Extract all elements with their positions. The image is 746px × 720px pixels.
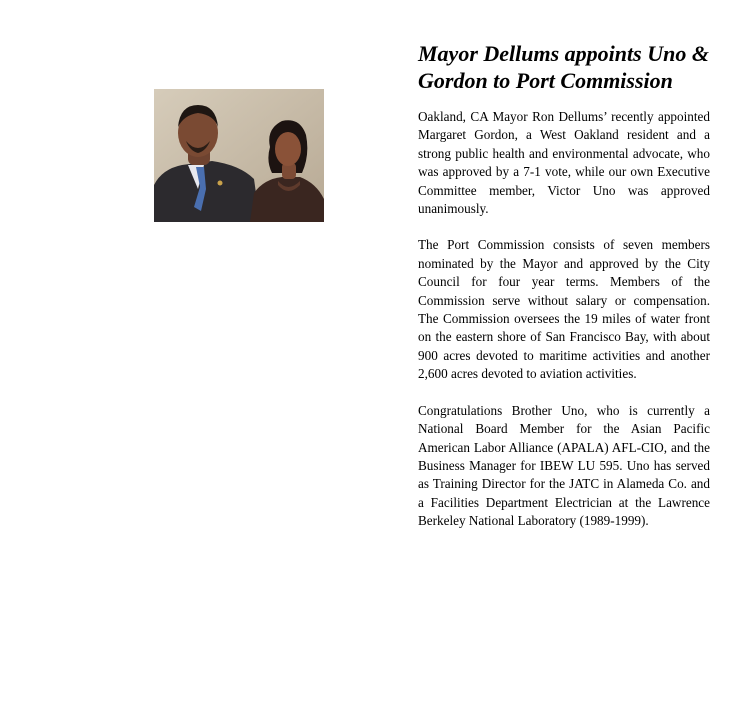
article-paragraph-appointment: Oakland, CA Mayor Ron Dellums’ recently appointed Margaret Gordon, a West Oakland resident and a strong public health and environmental advocate, who was approved by a 7-1 vote, while our own Executive Committee member, Victor Uno was approved unanimously.: [418, 109, 710, 217]
article-paragraph-commission: The Port Commission consists of seven members nominated by the Mayor and approved by the City Council for four year terms. Members of the Commission serve without salary or compensation. The Commission oversees the 19 miles of water front on the eastern shore of San Francisco Bay, with about 900 acres devoted to maritime activities and another 2,600 acres devoted to aviation activities.: [418, 237, 710, 382]
article-headline: Mayor Dellums appoints Uno & Gordon to Port Commission: [418, 41, 709, 93]
photo-illustration: [154, 89, 324, 222]
article-column: [418, 40, 710, 549]
article-photo: [154, 89, 324, 222]
article-paragraph-congratulations: Congratulations Brother Uno, who is currently a National Board Member for the Asian Pacific American Labor Alliance (APALA) AFL-CIO, and the Business Manager for IBEW LU 595. Uno has served as Training Director for the JATC in Alameda Co. and a Facilities Department Electrician at the Lawrence Berkeley National Laboratory (1989-1999).: [418, 402, 710, 529]
